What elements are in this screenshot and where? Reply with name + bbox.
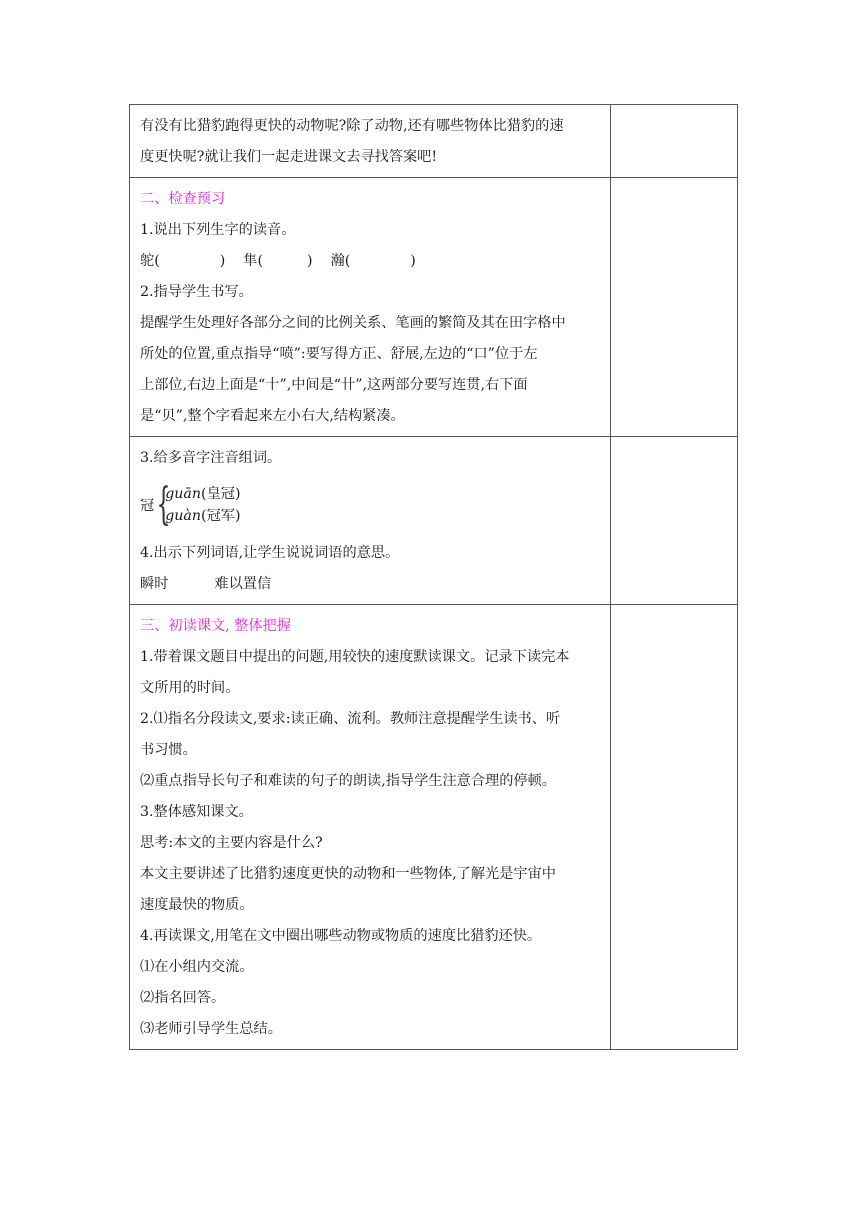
polyphone-group [140,478,602,532]
para-line: 所处的位置,重点指导“喷”:要写得方正、舒展,左边的“口”位于左 [140,346,538,362]
notes-cell [611,437,738,605]
para-line: 2.⑴指名分段读文,要求:读正确、流利。教师注意提醒学生读书、听 [140,711,561,727]
vocab-word-2: 难以置信 [214,576,272,592]
list-item: 1.说出下列生字的读音。 [140,222,296,238]
section2b-cell [130,437,611,605]
para-line: ⑴在小组内交流。 [140,959,254,975]
list-item: 3.给多音字注音组词。 [140,450,282,466]
list-item: 4.出示下列词语,让学生说说词语的意思。 [140,545,400,561]
para-line: ⑵重点指导长句子和难读的句子的朗读,指导学生注意合理的停顿。 [140,773,556,789]
notes-cell [611,605,738,1050]
section-heading: 三、初读课文, 整体把握 [140,618,291,634]
section3-cell [130,605,611,1050]
polyphone-char: 冠 [140,498,155,514]
intro-line-2: 度更快呢?就让我们一起走进课文去寻找答案吧! [140,149,438,165]
brace-icon: { [156,479,171,530]
intro-line-1: 有没有比猎豹跑得更快的动物呢?除了动物,还有哪些物体比猎豹的速 [140,118,564,134]
para-line: ⑶老师引导学生总结。 [140,1021,282,1037]
char-reading-line [140,246,602,277]
notes-cell [611,105,738,178]
lesson-plan-table [129,104,738,1050]
table-row [130,437,738,605]
reading-1 [165,483,240,505]
para-line: 4.再读课文,用笔在文中圈出哪些动物或物质的速度比猎豹还快。 [140,928,542,944]
vocab-word-1: 瞬时 [140,576,169,592]
notes-cell [611,178,738,437]
polyphone-readings [165,483,240,527]
para-line: 速度最快的物质。 [140,897,254,913]
char-1-close: ) [219,253,226,269]
word-2: (冠军) [201,508,241,524]
para-line: 思考:本文的主要内容是什么? [140,835,323,851]
intro-cell [130,105,611,178]
word-1: (皇冠) [201,486,241,502]
reading-2 [165,505,240,527]
para-line: 上部位,右边上面是“十”,中间是“卄”,这两部分要写连贯,右下面 [140,377,528,393]
table-row [130,105,738,178]
para-line: 文所用的时间。 [140,680,240,696]
char-2: 隼( [243,253,264,269]
para-line: ⑵指名回答。 [140,990,226,1006]
list-item: 2.指导学生书写。 [140,284,253,300]
para-line: 3.整体感知课文。 [140,804,253,820]
table-row [130,178,738,437]
para-line: 1.带着课文题目中提出的问题,用较快的速度默读课文。记录下读完本 [140,649,570,665]
char-3: 瀚( [330,253,351,269]
char-2-close: ) [307,253,313,269]
para-line: 提醒学生处理好各部分之间的比例关系、笔画的繁简及其在田字格中 [140,315,566,331]
char-1: 鸵( [140,253,160,269]
pinyin-2: guàn [165,508,202,524]
table-row [130,605,738,1050]
para-line: 书习惯。 [140,742,197,758]
para-line: 本文主要讲述了比猎豹速度更快的动物和一些物体,了解光是宇宙中 [140,866,556,882]
section2-cell [130,178,611,437]
char-3-close: ) [410,253,416,269]
para-line: 是“贝”,整个字看起来左小右大,结构紧凑。 [140,408,405,424]
pinyin-1: guān [165,486,202,502]
section-heading: 二、检查预习 [140,191,226,207]
vocab-line [140,569,602,604]
